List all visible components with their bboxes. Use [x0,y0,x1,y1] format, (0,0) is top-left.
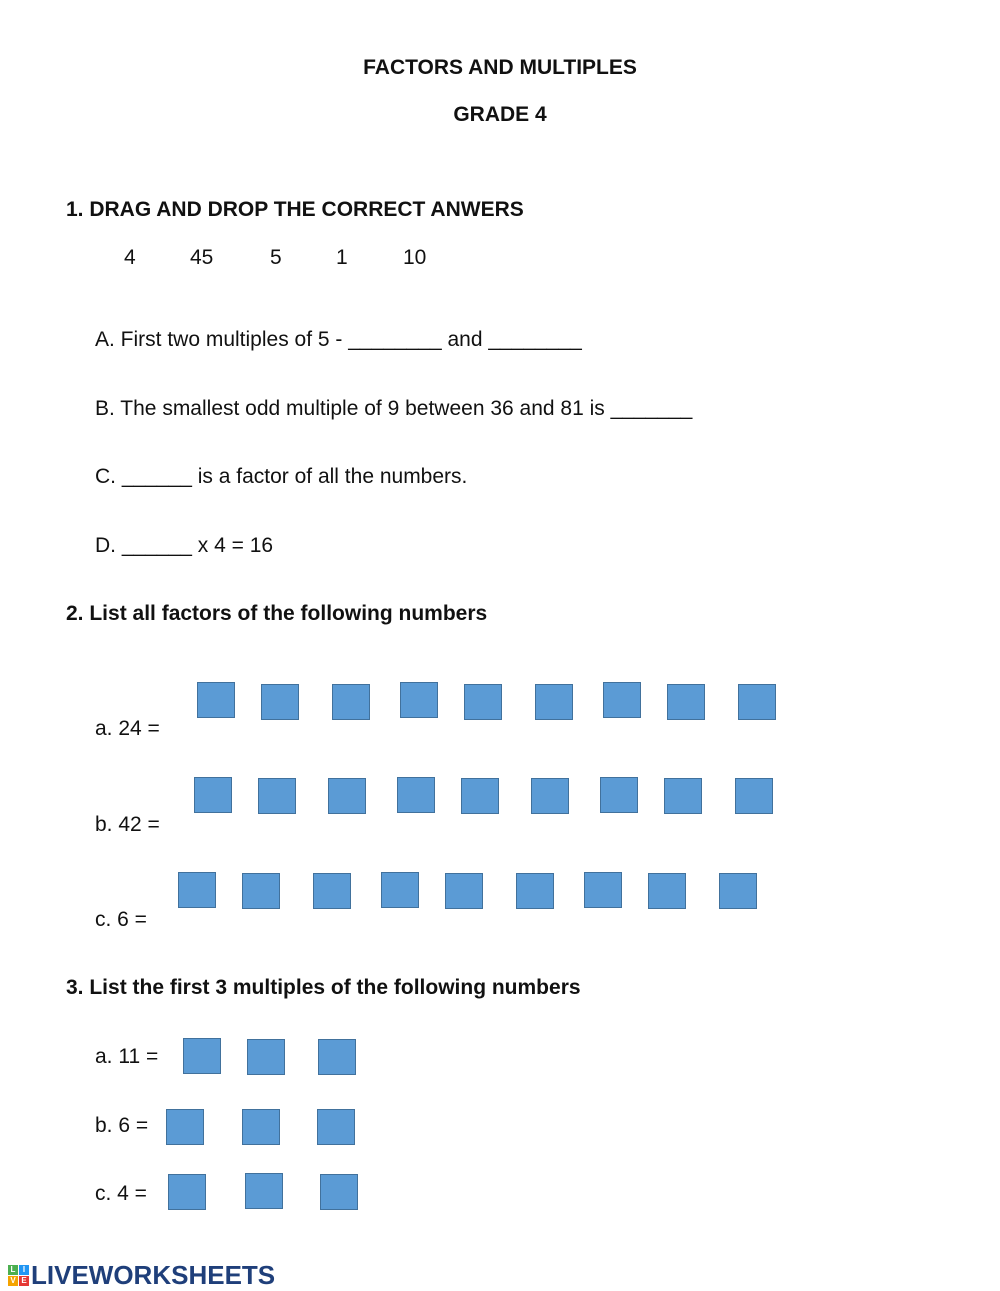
answer-box[interactable] [738,684,776,720]
answer-box[interactable] [197,682,235,718]
q2-heading: 2. List all factors of the following numbers [66,602,488,625]
choice-tile[interactable]: 1 [336,246,348,269]
answer-box[interactable] [242,873,280,909]
answer-box[interactable] [166,1109,204,1145]
answer-box[interactable] [397,777,435,813]
answer-box[interactable] [245,1173,283,1209]
q1-item-c[interactable]: C. ______ is a factor of all the numbers. [95,465,468,488]
q2-row-b-label: b. 42 = [95,813,160,836]
answer-box[interactable] [328,778,366,814]
page-title: FACTORS AND MULTIPLES [363,56,637,79]
q3-row-b-label: b. 6 = [95,1114,149,1137]
answer-box[interactable] [318,1039,356,1075]
answer-box[interactable] [313,873,351,909]
answer-box[interactable] [320,1174,358,1210]
answer-box[interactable] [445,873,483,909]
q1-item-d[interactable]: D. ______ x 4 = 16 [95,534,274,557]
logo-icon: L I V E [8,1265,29,1286]
q1-heading: 1. DRAG AND DROP THE CORRECT ANWERS [66,198,524,221]
q3-row-c-label: c. 4 = [95,1182,147,1205]
answer-box[interactable] [183,1038,221,1074]
logo-text: LIVEWORKSHEETS [31,1260,276,1290]
choice-tile[interactable]: 4 [124,246,136,269]
choice-tile[interactable]: 5 [270,246,282,269]
answer-box[interactable] [168,1174,206,1210]
page-subtitle: GRADE 4 [453,103,547,126]
answer-box[interactable] [667,684,705,720]
answer-box[interactable] [261,684,299,720]
answer-box[interactable] [194,777,232,813]
q1-item-a[interactable]: A. First two multiples of 5 - ________ and ________ [95,328,582,351]
q2-row-a-label: a. 24 = [95,717,160,740]
answer-box[interactable] [516,873,554,909]
answer-box[interactable] [247,1039,285,1075]
answer-box[interactable] [664,778,702,814]
answer-box[interactable] [535,684,573,720]
q3-row-a-label: a. 11 = [95,1045,159,1068]
q2-row-c-label: c. 6 = [95,908,147,931]
answer-box[interactable] [600,777,638,813]
answer-box[interactable] [242,1109,280,1145]
answer-box[interactable] [258,778,296,814]
liveworksheets-logo[interactable] [8,1260,275,1291]
answer-box[interactable] [461,778,499,814]
answer-box[interactable] [719,873,757,909]
answer-box[interactable] [381,872,419,908]
q1-item-b[interactable]: B. The smallest odd multiple of 9 between 36 and 81 is _______ [95,397,693,420]
answer-box[interactable] [332,684,370,720]
q3-heading: 3. List the first 3 multiples of the following numbers [66,976,581,999]
choice-tile[interactable]: 10 [403,246,427,269]
choice-tile[interactable]: 45 [190,246,214,269]
answer-box[interactable] [735,778,773,814]
answer-box[interactable] [464,684,502,720]
answer-box[interactable] [603,682,641,718]
answer-box[interactable] [648,873,686,909]
answer-box[interactable] [584,872,622,908]
answer-box[interactable] [317,1109,355,1145]
answer-box[interactable] [400,682,438,718]
answer-box[interactable] [178,872,216,908]
answer-box[interactable] [531,778,569,814]
